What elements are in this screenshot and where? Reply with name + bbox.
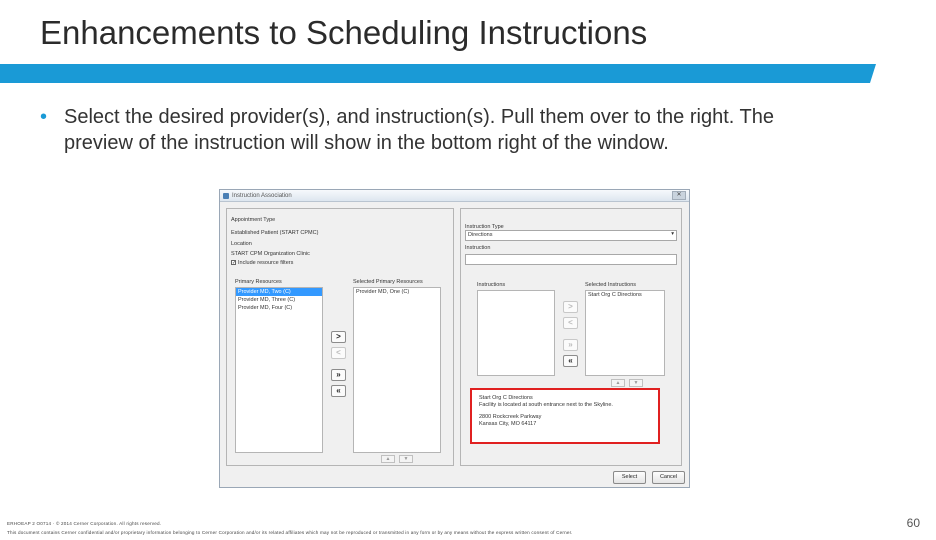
move-right-button[interactable]: > <box>563 301 578 313</box>
primary-resources-list[interactable] <box>235 287 323 453</box>
slide-title: Enhancements to Scheduling Instructions <box>40 14 648 51</box>
chevron-down-icon[interactable]: ▾ <box>671 231 674 237</box>
location-label: Location <box>231 241 252 247</box>
bullet-dot-icon: • <box>40 106 48 128</box>
selected-primary-list[interactable] <box>353 287 441 453</box>
cancel-button[interactable]: Cancel <box>652 471 685 484</box>
instruction-label: Instruction <box>465 245 491 251</box>
instruction-type-select[interactable] <box>465 230 677 241</box>
include-filters-checkbox[interactable] <box>231 260 293 266</box>
move-all-right-button[interactable]: » <box>563 339 578 351</box>
appointment-type-label: Appointment Type <box>231 217 276 223</box>
close-icon[interactable]: ✕ <box>672 191 686 200</box>
move-left-button[interactable]: < <box>331 347 346 359</box>
include-filters-label: Include resource filters <box>238 260 294 266</box>
instruction-association-dialog <box>219 189 690 488</box>
move-all-left-button[interactable]: « <box>331 385 346 397</box>
preview-line: Kansas City, MO 64117 <box>479 421 537 427</box>
move-right-button[interactable]: > <box>331 331 346 343</box>
dialog-titlebar <box>220 190 689 202</box>
checkbox-check-icon[interactable]: ✓ <box>232 260 237 267</box>
move-left-button[interactable]: < <box>563 317 578 329</box>
select-button[interactable]: Select <box>613 471 646 484</box>
scroll-up-button[interactable]: ▲ <box>611 379 625 387</box>
scroll-down-button[interactable]: ▼ <box>629 379 643 387</box>
title-accent-bar <box>0 64 876 83</box>
move-all-left-button[interactable]: « <box>563 355 578 367</box>
app-icon <box>223 193 229 199</box>
list-item[interactable]: Provider MD, One (C) <box>356 289 410 295</box>
left-panel <box>226 208 454 466</box>
instructions-list[interactable] <box>477 290 555 376</box>
list-item[interactable]: Start Org C Directions <box>588 292 642 298</box>
instructions-label: Instructions <box>477 282 506 288</box>
instruction-type-label: Instruction Type <box>465 224 504 230</box>
primary-resources-label: Primary Resources <box>235 279 282 285</box>
instruction-input[interactable] <box>465 254 677 265</box>
instruction-type-value: Directions <box>468 232 493 238</box>
selected-instructions-label: Selected Instructions <box>585 282 637 288</box>
page-number: 60 <box>906 516 920 530</box>
preview-line: Facility is located at south entrance next to the Skyline. <box>479 402 613 408</box>
scroll-down-button[interactable]: ▼ <box>399 455 413 463</box>
selected-instructions-list[interactable] <box>585 290 665 376</box>
footer-disclaimer: This document contains Cerner confidential and/or proprietary information belonging to Cerner Corporation and/or its related affiliates which may not be reproduced or transmitted in any form or by any means without the express written consent of Cerner. <box>7 530 573 535</box>
footer-copyright: ERHOEAP 2 O0714 · © 2014 Cerner Corporation. All rights reserved. <box>7 521 162 526</box>
list-item[interactable]: Provider MD, Three (C) <box>238 297 296 303</box>
scroll-up-button[interactable]: ▲ <box>381 455 395 463</box>
move-all-right-button[interactable]: » <box>331 369 346 381</box>
appointment-type-value: Established Patient (START CPMC) <box>231 230 319 236</box>
instruction-preview <box>470 388 660 444</box>
list-item[interactable]: Provider MD, Two (C) <box>236 288 322 296</box>
dialog-title: Instruction Association <box>232 192 292 199</box>
list-item[interactable]: Provider MD, Four (C) <box>238 305 293 311</box>
preview-line: Start Org C Directions <box>479 395 533 401</box>
bullet-text: Select the desired provider(s), and instruction(s). Pull them over to the right. The preview of the instruction will show in the bottom right of the window. <box>64 106 774 154</box>
bullet-point <box>42 104 832 156</box>
preview-line: 2800 Rockcreek Parkway <box>479 414 542 420</box>
selected-primary-label: Selected Primary Resources <box>353 279 423 285</box>
location-value: START CPM Organization Clinic <box>231 251 310 257</box>
